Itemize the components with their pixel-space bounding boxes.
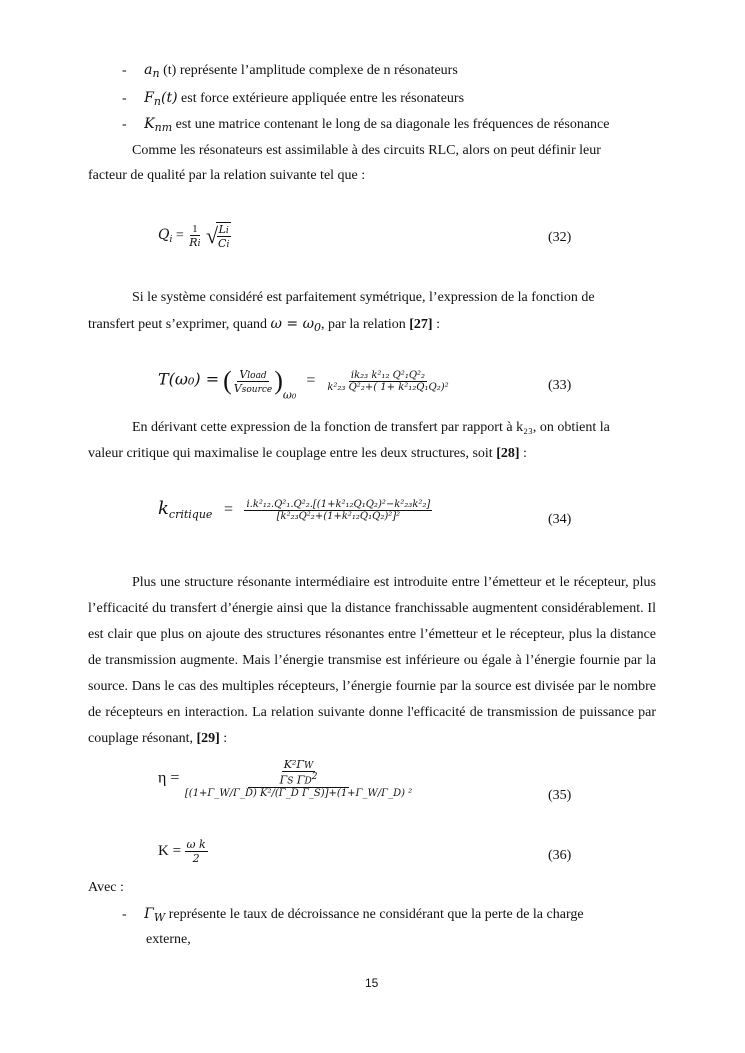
paren-open: ( xyxy=(223,366,232,395)
sqrt-denominator: C xyxy=(218,237,227,250)
equation-number: (35) xyxy=(548,788,572,803)
equation-33 xyxy=(158,366,451,402)
eq-fraction xyxy=(232,368,274,395)
paragraph-line xyxy=(88,446,527,462)
equation-number: (32) xyxy=(548,230,572,245)
fraction-denominator: k²₂₃ Q²₂+( 1+ k²₁₂Q₁Q₂)² xyxy=(327,381,449,393)
math-subscript: n xyxy=(153,95,161,108)
paragraph-line: facteur de qualité par la relation suivante tel que : xyxy=(88,168,366,183)
math-symbol: Γ xyxy=(144,906,154,922)
bullet-dash: - xyxy=(122,907,127,922)
bullet-list-item xyxy=(122,116,609,134)
vsource: V xyxy=(233,381,242,395)
fraction-numerator: 1 xyxy=(192,223,198,235)
fraction-denominator-sub: i xyxy=(197,239,201,249)
equation-36 xyxy=(158,838,208,865)
fraction-denominator: [(1+Γ_W/Γ_D) K²/(Γ_D Γ_S)]+(1+Γ_W/Γ_D) ² xyxy=(184,787,413,799)
bullet-text: est une matrice contenant le long de sa diagonale les fréquences de résonance xyxy=(172,117,610,132)
fraction-denominator: 2 xyxy=(192,852,200,865)
math-subscript: n xyxy=(152,67,160,80)
sqrt-fraction xyxy=(216,222,231,250)
vsource-sub: source xyxy=(241,384,273,395)
equals-sign: = xyxy=(306,371,316,389)
nested-den-sub2: D xyxy=(304,776,312,787)
fraction-numerator: ω k xyxy=(186,838,206,851)
paragraph-line: En dérivant cette expression de la fonction de transfert par rapport à k₂₃, on obtient la xyxy=(132,420,610,435)
sqrt-symbol: √ xyxy=(205,223,219,248)
eq-lhs: k xyxy=(158,498,169,519)
nested-den: Γ xyxy=(279,773,288,787)
bullet-dash: - xyxy=(122,117,127,132)
math-symbol: K xyxy=(144,116,155,132)
omega-sub: ω₀ xyxy=(282,388,297,402)
eq-lhs-sub: critique xyxy=(168,508,213,521)
sqrt-denominator-sub: i xyxy=(226,240,230,250)
paren-close: ) xyxy=(274,366,283,395)
paragraph-line: Si le système considéré est parfaitement symétrique, l’expression de la fonction de xyxy=(132,290,595,305)
bullet-list-item xyxy=(122,62,458,80)
equals-sign: = xyxy=(223,501,233,518)
math-symbol: F xyxy=(144,90,154,106)
paragraph-line xyxy=(88,316,440,334)
fraction-numerator: ik₂₃ k²₁₂ Q²₁Q²₂ xyxy=(350,369,426,381)
equation-number: (34) xyxy=(548,512,572,527)
bullet-list-item xyxy=(122,906,584,924)
sqrt-numerator: L xyxy=(218,223,226,236)
bullet-dash: - xyxy=(122,91,127,106)
para3-text-b: : xyxy=(519,446,527,461)
citation-ref: [29] xyxy=(196,731,220,746)
eq-lhs: K = xyxy=(158,843,182,859)
vload: V xyxy=(239,367,248,381)
vload-sub: load xyxy=(247,370,267,381)
math-subscript: W xyxy=(153,911,166,924)
fraction-denominator: [k²₂₃Q²₂+(1+k²₁₂Q₁Q₂)²]² xyxy=(276,511,401,523)
bullet-dash: - xyxy=(122,63,127,78)
equation-34 xyxy=(158,498,432,522)
citation-ref: [28] xyxy=(496,446,520,461)
math-tail: (t) xyxy=(159,63,177,78)
avec-label: Avec : xyxy=(88,880,124,895)
nested-num-sub: W xyxy=(304,761,314,771)
eq-lhs: T(ω₀) = xyxy=(158,369,220,389)
nested-den-sup: 2 xyxy=(311,772,318,782)
eq-fraction xyxy=(244,499,432,522)
fraction-numerator: i.k²₁₂.Q²₁.Q²₂.[(1+k²₁₂Q₁Q₂)²−k²₂₃k²₂] xyxy=(246,499,431,511)
para4-text: Plus une structure résonante intermédiaire est introduite entre l’émetteur et le récepteur, plus l’efficacité du transfert d’énergie ainsi que la distance franchissable augmentent considérablement. Il est clair que plus on ajoute des structures résonantes entre l’émetteur et le récepteur, plus la distance de transmission augmente. Mais l’énergie transmise est inférieure ou égale à l’énergie fournie par la source. Dans le cas des multiples récepteurs, l’énergie fournie par la source est divisée par le nombre de récepteurs en interaction. La relation suivante donne l'efficacité de transmission de puissance par couplage résonant, xyxy=(88,575,656,746)
eq-lhs: η = xyxy=(158,769,180,787)
bullet-text: est force extérieure appliquée entre les résonateurs xyxy=(177,91,465,106)
bullet-text: représente le taux de décroissance ne considérant que la perte de la charge xyxy=(165,907,584,922)
page-number: 15 xyxy=(365,976,379,990)
fraction-denominator: R xyxy=(189,236,198,249)
paragraph-line: Comme les résonateurs est assimilable à des circuits RLC, alors on peut définir leur xyxy=(132,143,601,158)
eq-fraction-rhs xyxy=(325,370,450,393)
para3-text-a: valeur critique qui maximalise le couplage entre les deux structures, soit xyxy=(88,446,497,461)
para4-text-end: : xyxy=(219,731,228,746)
paragraph xyxy=(88,570,656,752)
equation-number: (36) xyxy=(548,848,572,863)
sqrt-numerator-sub: i xyxy=(225,226,229,236)
para2-text-a: transfert peut s’exprimer, quand xyxy=(88,317,271,332)
eq-fraction xyxy=(187,223,202,249)
eq-lhs: Q xyxy=(158,227,170,244)
para2-text-b: , par la relation xyxy=(321,317,410,332)
nested-den-mid: Γ xyxy=(293,773,305,787)
eq-fraction xyxy=(185,838,208,865)
citation-ref: [27] xyxy=(409,317,433,332)
math-subscript: nm xyxy=(154,121,173,134)
eq-lhs-sub: i xyxy=(169,235,173,246)
nested-fraction xyxy=(278,758,320,787)
bullet-continuation: externe, xyxy=(146,932,191,947)
eq-fraction xyxy=(183,758,414,799)
equation-32: $Q_i$ = $\frac{1}{Ri}$ √ $\frac{Li}{Ci}$ xyxy=(158,223,230,250)
para2-text-c: : xyxy=(432,317,440,332)
math-symbol: a xyxy=(144,62,153,78)
nested-num: K²Γ xyxy=(283,758,305,771)
nested-den-sub1: S xyxy=(287,776,294,787)
bullet-text: représente l’amplitude complexe de n résonateurs xyxy=(176,63,458,78)
equation-number: (33) xyxy=(548,378,572,393)
math-tail: (t) xyxy=(160,90,178,106)
para2-math: ω = ω xyxy=(270,316,315,332)
para2-math-sub: 0 xyxy=(314,321,322,334)
bullet-list-item xyxy=(122,90,464,108)
equation-35 xyxy=(158,758,414,799)
